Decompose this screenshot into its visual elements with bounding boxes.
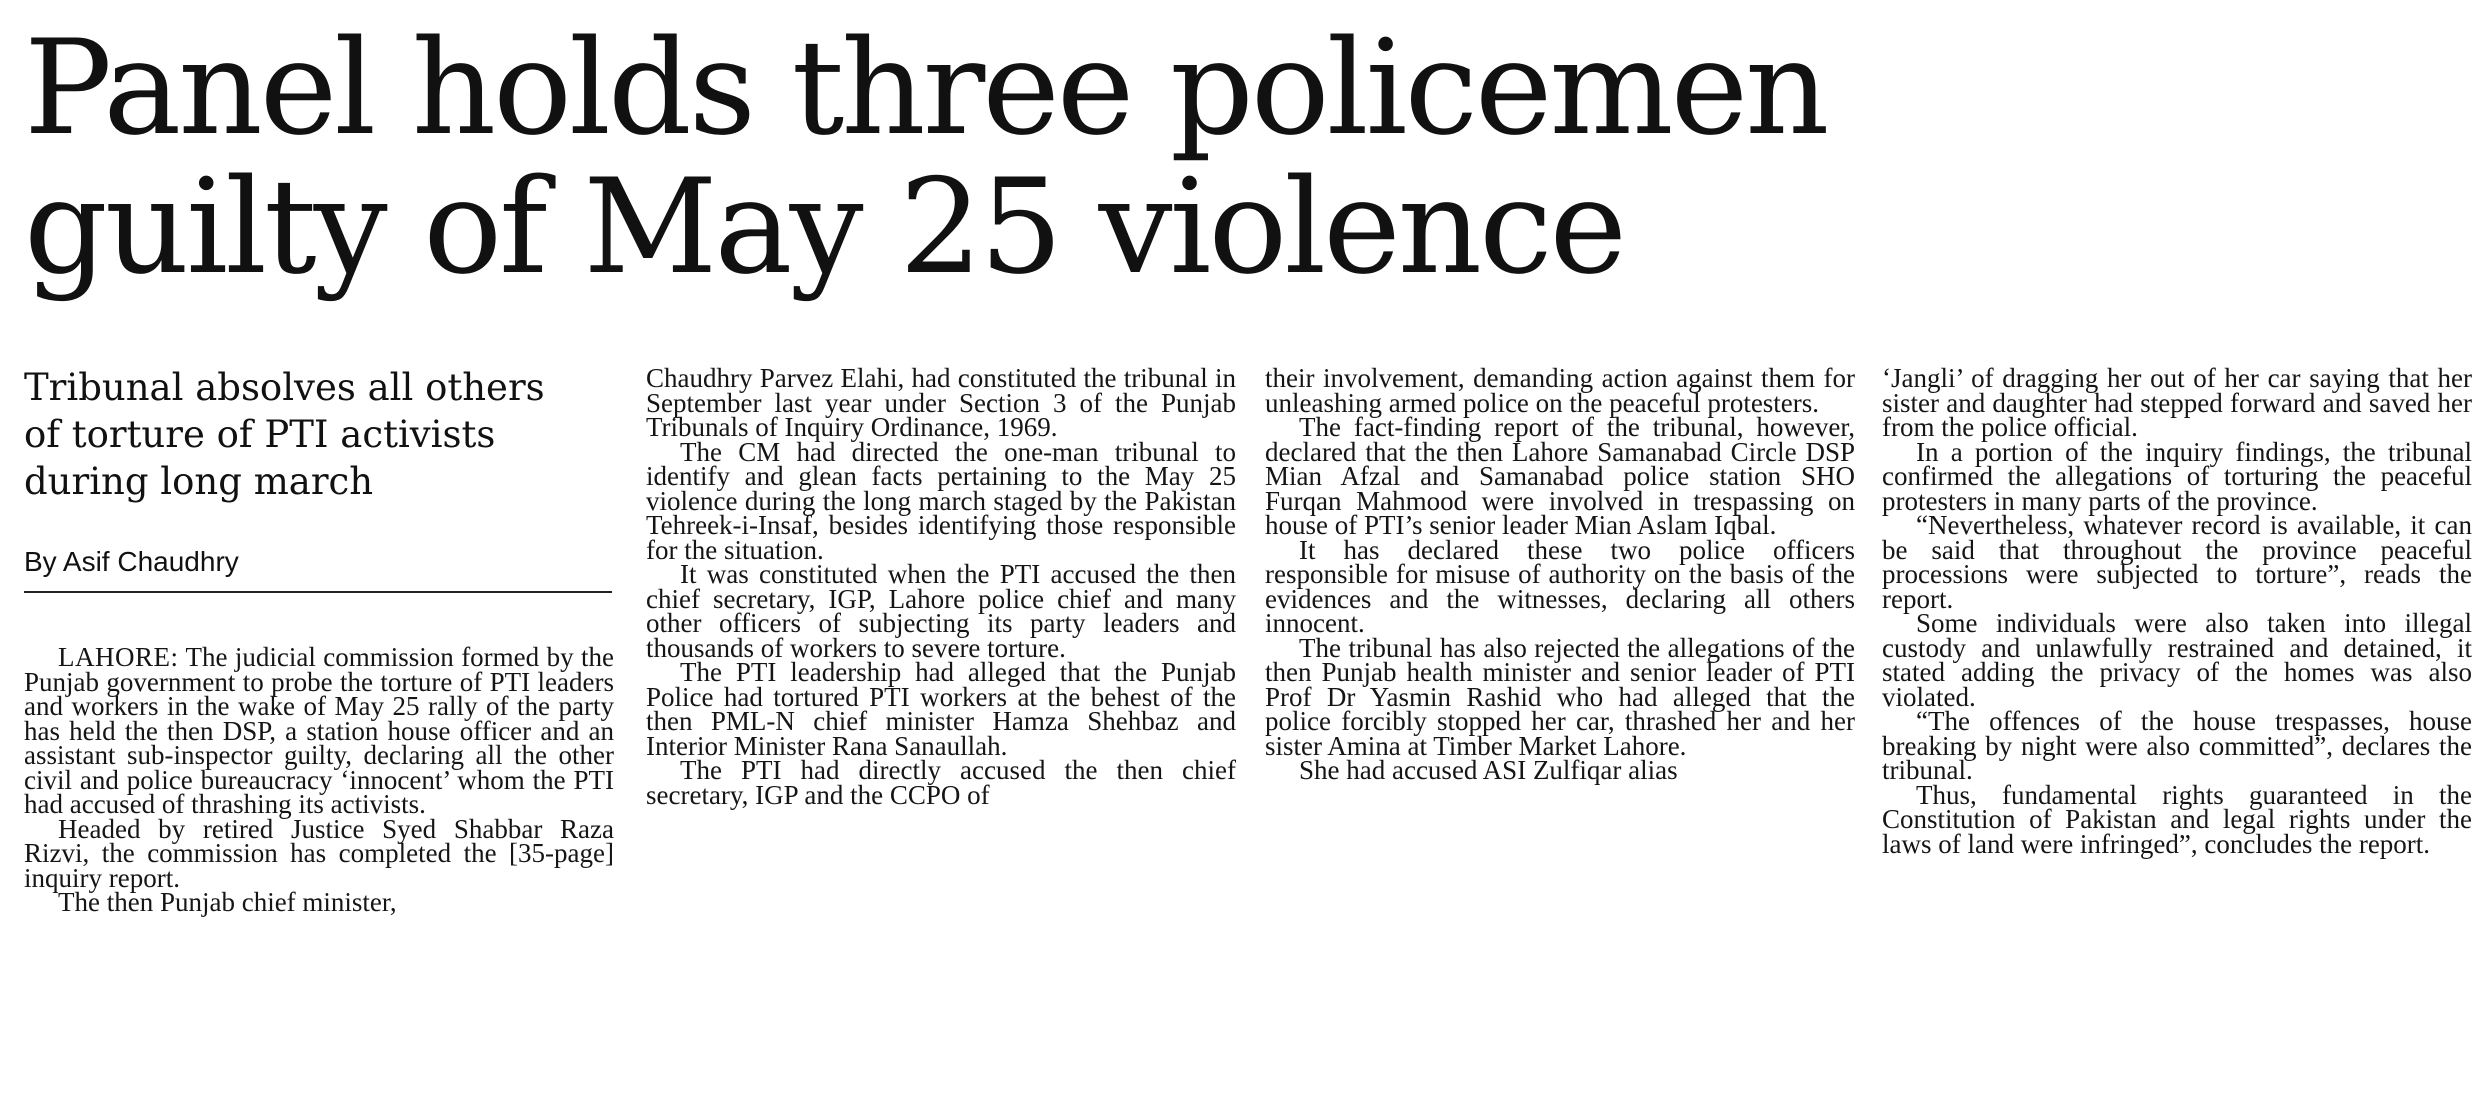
paragraph: It has declared these two police officers responsible for misuse of authority on the basis of the evidences and the witnesses, declaring all others innocent. <box>1265 534 1855 638</box>
paragraph: The then Punjab chief minister, <box>58 887 397 917</box>
paragraph: Thus, fundamental rights guaranteed in the Constitution of Pakistan and legal rights under the laws of land were infringed”, concludes the report. <box>1882 779 2472 859</box>
article-column-1 <box>24 642 614 917</box>
subheadline <box>24 364 614 505</box>
subheadline-line-1: Tribunal absolves all others <box>24 366 545 409</box>
paragraph: The fact-finding report of the tribunal, however, declared that the then Lahore Samanabad Circle DSP Mian Afzal and Samanabad police station SHO Furqan Mahmood were involved in trespassing on house of PTI’s senior leader Mian Aslam Iqbal. <box>1265 412 1855 540</box>
paragraph: She had accused ASI Zulfiqar alias <box>1299 755 1678 785</box>
paragraph: It was constituted when the PTI accused the then chief secretary, IGP, Lahore police chief and many other officers of subjecting its party leaders and thousands of workers to severe torture. <box>646 559 1236 663</box>
dateline: LAHORE: <box>58 642 179 672</box>
paragraph: ‘Jangli’ of dragging her out of her car saying that her sister and daughter had stepped forward and saved her from the police official. <box>1882 363 2472 442</box>
headline <box>24 11 2464 303</box>
paragraph: Chaudhry Parvez Elahi, had constituted the tribunal in September last year under Section 3 of the Punjab Tribunals of Inquiry Ordinance, 1969. <box>646 363 1236 442</box>
article-column-2 <box>646 363 1236 810</box>
paragraph-text: The judicial commission formed by the Punjab government to probe the torture of PTI leaders and workers in the wake of May 25 rally of the party has held the then DSP, a station house officer and an assistant sub-inspector guilty, declaring all the other civil and police bureaucracy ‘innocent’ whom the PTI had accused of thrashing its activists. <box>24 642 614 819</box>
headline-line-1: Panel holds three policemen <box>24 11 1827 164</box>
paragraph: Headed by retired Justice Syed Shabbar Raza Rizvi, the commission has completed the [35-page] inquiry report. <box>24 813 614 893</box>
paragraph: The tribunal has also rejected the allegations of the then Punjab health minister and senior leader of PTI Prof Dr Yasmin Rashid who had alleged that the police forcibly stopped her car, thrashed her and her sister Amina at Timber Market Lahore. <box>1265 632 1855 761</box>
paragraph: The CM had directed the one-man tribunal to identify and glean facts pertaining to the May 25 violence during the long march staged by the Pakistan Tehreek-i-Insaf, besides identifying those responsible for the situation. <box>646 436 1236 565</box>
paragraph: The PTI leadership had alleged that the Punjab Police had tortured PTI workers at the behest of the then PML-N chief minister Hamza Shehbaz and Interior Minister Rana Sanaullah. <box>646 657 1236 761</box>
article-column-4 <box>1882 363 2472 859</box>
headline-line-2: guilty of May 25 violence <box>24 150 1624 303</box>
paragraph: In a portion of the inquiry findings, the tribunal confirmed the allegations of torturing the peaceful protesters in many parts of the province. <box>1882 436 2472 516</box>
paragraph: their involvement, demanding action against them for unleashing armed police on the peaceful protesters. <box>1265 363 1855 418</box>
paragraph: “The offences of the house trespasses, house breaking by night were also committed”, declares the tribunal. <box>1882 706 2472 785</box>
byline: By Asif Chaudhry <box>24 545 612 593</box>
paragraph: The PTI had directly accused the then chief secretary, IGP and the CCPO of <box>646 755 1236 810</box>
subheadline-line-3: during long march <box>24 460 374 503</box>
paragraph <box>24 642 614 819</box>
article-column-3 <box>1265 363 1855 785</box>
subheadline-line-2: of torture of PTI activists <box>24 413 496 456</box>
paragraph: Some individuals were also taken into illegal custody and unlawfully restrained and detained, it stated adding the privacy of the homes was also violated. <box>1882 608 2472 712</box>
paragraph: “Nevertheless, whatever record is available, it can be said that throughout the province peaceful processions were subjected to torture”, reads the report. <box>1882 510 2472 614</box>
